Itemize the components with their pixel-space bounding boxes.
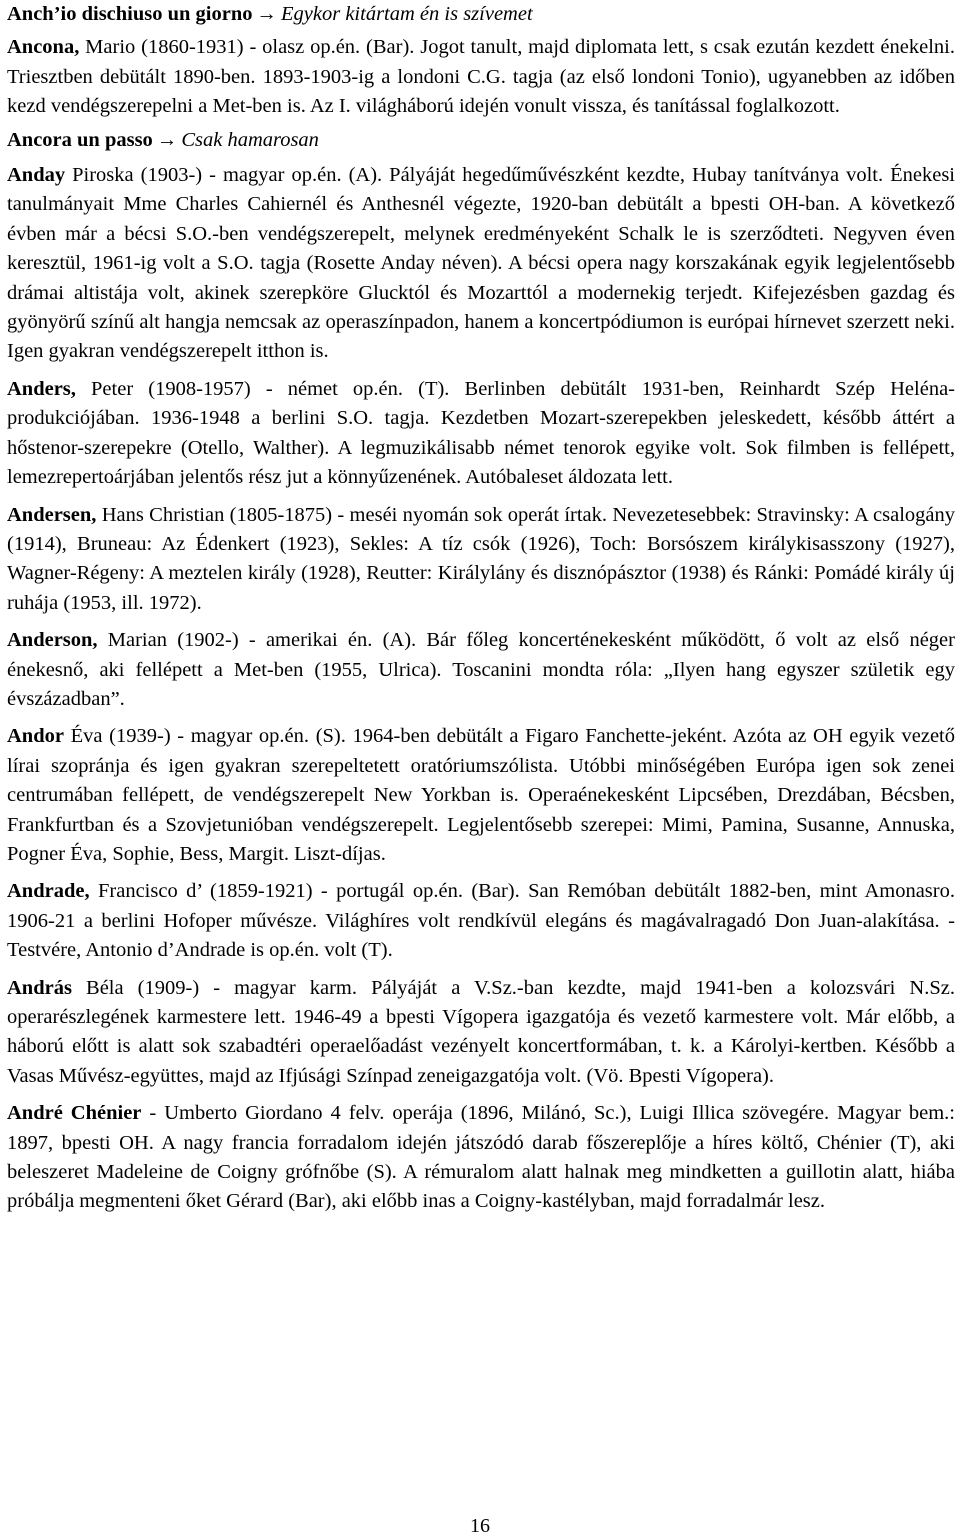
entry-text: Mario (1860-1931) - olasz op.én. (Bar). Jogot tanult, majd diplomata lett, s csak ezután kezdett énekelni. Triesztben debütált 1890-ben. 1893-1903-ig a londoni C.G. tagja (az első londoni Tonio), ugyanebben az időben kezd vendégszerepelni a Met-ben is. Az I. világháború idején vonult vissza, és tanítással foglalkozott.	[7, 36, 955, 118]
entry-anderson	[7, 626, 955, 714]
entry-cross-reference	[7, 126, 955, 155]
entry-text: Piroska (1903-) - magyar op.én. (A). Pályáját hegedűművészként kezdte, Hubay tanítványa volt. Énekesi tanulmányait Mme Charles Cahiernél és Anthesnél végezte, 1920-ban debütált a bpesti OH-ban. A következő évben már a bécsi S.O.-ben vendégszerepelt, melynek eredményeként Schalk le is szerződteti. Negyven éven keresztül, 1961-ig volt a S.O. tagja (Rosette Anday néven). A bécsi opera nagy korszakának egyik legjelentősebb drámai altistája volt, akinek szerepköre Glucktól és Mozarttól a modernekig terjedt. Kifejezésben gazdag és gyönyörű színű alt hangja nemcsak az operaszínpadon, hanem a koncertpódiumon is európai hírnevet szerzett neki. Igen gyakran vendégszerepelt itthon is.	[7, 164, 955, 363]
entry-text: Marian (1902-) - amerikai én. (A). Bár főleg koncerténekesként működött, ő volt az első néger énekesnő, aki fellépett a Met-ben (1955, Ulrica). Toscanini mondta róla: „Ilyen hang egyszer születik egy évszázadban”.	[7, 629, 955, 710]
entry-headword: Andor	[7, 725, 64, 748]
entry-translation: Csak hamarosan	[181, 128, 319, 151]
entry-text: Francisco d’ (1859-1921) - portugál op.én. (Bar). San Remóban debütált 1882-ben, mint Amonasro. 1906-21 a berlini Hofoper művésze. Világhíres volt rendkívül elegáns és magávalragadó Don Juan-alakítása. - Testvére, Antonio d’Andrade is op.én. volt (T).	[7, 880, 955, 962]
entry-text: Peter (1908-1957) - német op.én. (T). Berlinben debütált 1931-ben, Reinhardt Szép Heléna-produkciójában. 1936-1948 a berlini S.O. tagja. Kezdetben Mozart-szerepekben jeleskedett, később áttért a hőstenor-szerepekre (Otello, Walther). A legmuzikálisabb német tenorok egyike volt. Sok filmben is fellépett, lemezrepertoárjában jelentős rész jut a könnyűzenének. Autóbaleset áldozata lett.	[7, 377, 955, 489]
entry-anday	[7, 161, 955, 367]
page-number: 16	[470, 1515, 490, 1537]
entry-headword: Anch’io dischiuso un giorno	[7, 3, 253, 25]
entry-headword: Anders,	[7, 377, 76, 400]
entry-anders	[7, 375, 955, 493]
arrow-right-icon: →	[156, 128, 178, 151]
entry-headword: Andrade,	[7, 880, 90, 903]
entry-text: Éva (1939-) - magyar op.én. (S). 1964-ben debütált a Figaro Fanchette-jeként. Azóta az OH egyik vezető lírai szopránja és igen gyakran szerepeltetett oratóriumszólista. Utóbbi minőségében Európa igen sok zenei centrumában fellépett, de vendégszerepelt New Yorkban is. Operaénekesként Lipcsében, Drezdában, Bécsben, Frankfurtban és a Szovjetunióban vendégszerepelt. Legjelentősebb szerepei: Mimi, Pamina, Susanne, Annuska, Pogner Éva, Sophie, Bess, Margit. Liszt-díjas.	[7, 725, 955, 865]
entry-headword: Anderson,	[7, 629, 98, 652]
entry-headword: Ancona,	[7, 36, 80, 59]
entry-andor	[7, 722, 955, 869]
arrow-right-icon: →	[256, 3, 277, 25]
entry-cross-reference	[7, 0, 955, 29]
entry-headword: András	[7, 976, 72, 999]
entry-andras	[7, 974, 955, 1092]
entry-headword: Anday	[7, 164, 66, 187]
entry-andrade	[7, 877, 955, 965]
entry-text: Hans Christian (1805-1875) - meséi nyomán sok operát írtak. Nevezetesebbek: Stravinsky: A csalogány (1914), Bruneau: Az Édenkert (1923), Sekles: A tíz csók (1926), Toch: Borsószem királykisasszony (1927), Wagner-Régeny: A meztelen király (1928), Reutter: Királylány és disznópásztor (1938) és Ránki: Pomádé király új ruhája (1953, ill. 1972).	[7, 503, 955, 614]
entry-andre-chenier	[7, 1099, 955, 1217]
entry-headword: André Chénier	[7, 1102, 142, 1125]
entry-translation: Egykor kitártam én is szívemet	[281, 3, 533, 25]
entry-ancona	[7, 33, 955, 121]
entry-headword: Ancora un passo	[7, 128, 153, 151]
dictionary-page	[7, 0, 955, 1217]
entry-text: Béla (1909-) - magyar karm. Pályáját a V.Sz.-ban kezdte, majd 1941-ben a kolozsvári N.Sz. operarészlegének karmestere lett. 1946-49 a bpesti Vígopera igazgatója és vezető karmestere volt. Már előbb, a háború előtt is alatt sok szabadtéri operaelőadást vezényelt koncertformában, t. k. a Károlyi-kertben. Később a Vasas Művész-együttes, majd az Ifjúsági Színpad zeneigazgatója volt. (Vö. Bpesti Vígopera).	[7, 976, 955, 1087]
entry-headword: Andersen,	[7, 503, 97, 526]
entry-text: - Umberto Giordano 4 felv. operája (1896, Milánó, Sc.), Luigi Illica szövegére. Magyar bem.: 1897, bpesti OH. A nagy francia forradalom idején játszódó darab főszereplője a híres költő, Chénier (T), aki beleszeret Madeleine de Coigny grófnőbe (S). A rémuralom alatt halnak meg mindketten a guillotin alatt, hiába próbálja megmenteni őket Gérard (Bar), aki előbb inas a Coigny-kastélyban, majd forradalmár lesz.	[7, 1102, 955, 1213]
entry-andersen	[7, 501, 955, 619]
